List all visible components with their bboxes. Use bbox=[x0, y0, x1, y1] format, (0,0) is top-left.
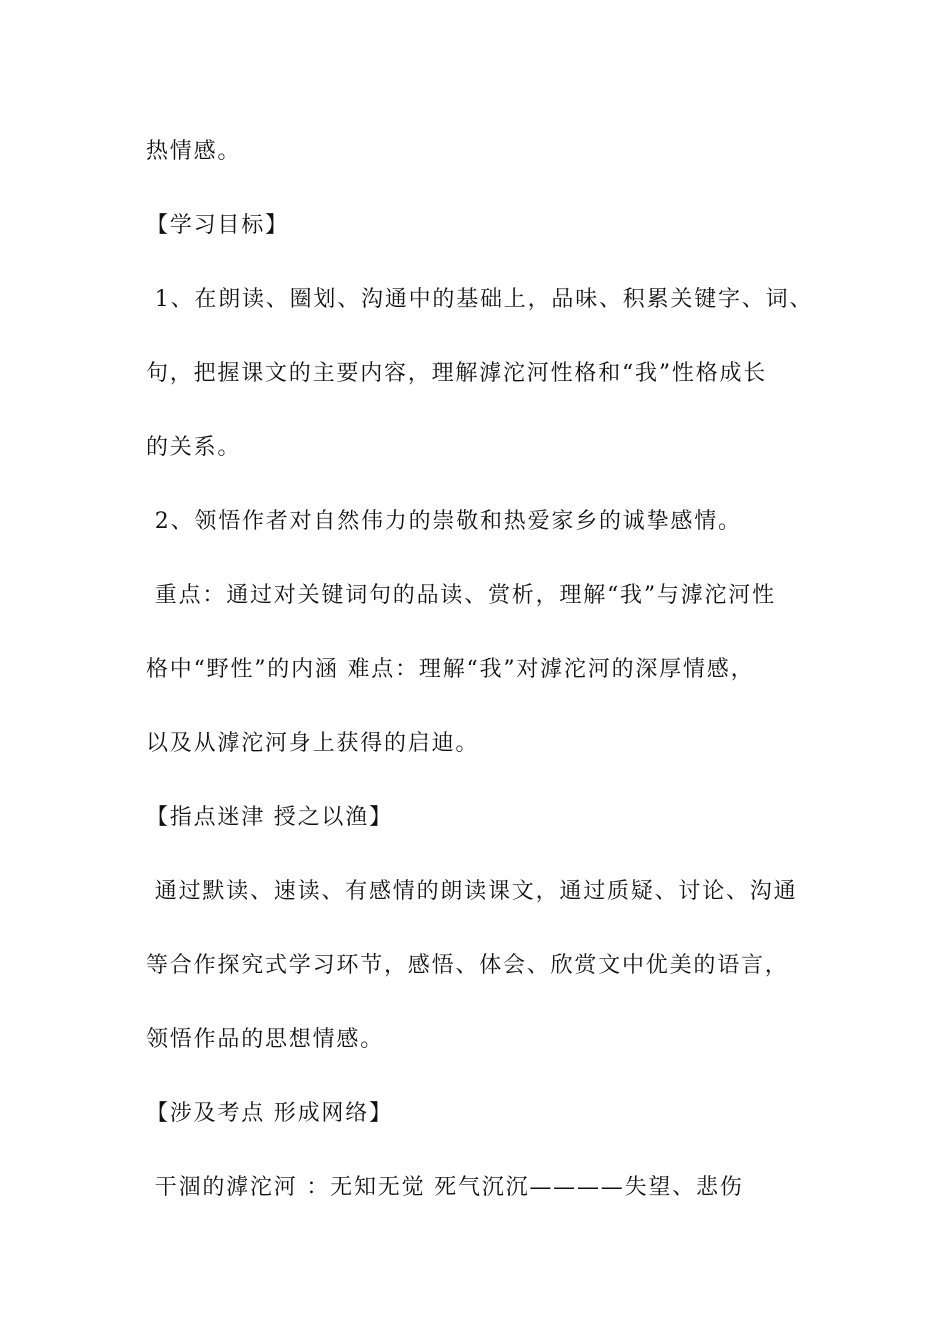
text-line: 句，把握课文的主要内容，理解滹沱河性格和“我”性格成长 bbox=[146, 361, 768, 386]
text-line: 热情感。 bbox=[146, 139, 242, 164]
text-line: 领悟作品的思想情感。 bbox=[146, 1027, 385, 1052]
text-line: 干涸的滹沱河 ：无知无觉 死气沉沉————失望、悲伤 bbox=[146, 1175, 744, 1200]
text-line: 1、在朗读、圈划、沟通中的基础上，品味、积累关键字、词、 bbox=[146, 287, 814, 312]
section-heading-guidance: 【指点迷津 授之以渔】 bbox=[146, 805, 393, 830]
section-heading-exam-points: 【涉及考点 形成网络】 bbox=[146, 1101, 393, 1126]
section-heading-learning-goals: 【学习目标】 bbox=[146, 213, 289, 238]
text-line: 等合作探究式学习环节，感悟、体会、欣赏文中优美的语言， bbox=[146, 953, 789, 978]
text-line: 格中“野性”的内涵 难点：理解“我”对滹沱河的深厚情感， bbox=[146, 657, 755, 682]
text-line: 通过默读、速读、有感情的朗读课文，通过质疑、讨论、沟通 bbox=[146, 879, 798, 904]
text-line: 的关系。 bbox=[146, 435, 242, 460]
text-line: 以及从滹沱河身上获得的启迪。 bbox=[146, 731, 480, 756]
text-line: 2、领悟作者对自然伟力的崇敬和热爱家乡的诚挚感情。 bbox=[146, 509, 742, 534]
text-line: 重点：通过对关键词句的品读、赏析，理解“我”与滹沱河性 bbox=[146, 583, 776, 608]
